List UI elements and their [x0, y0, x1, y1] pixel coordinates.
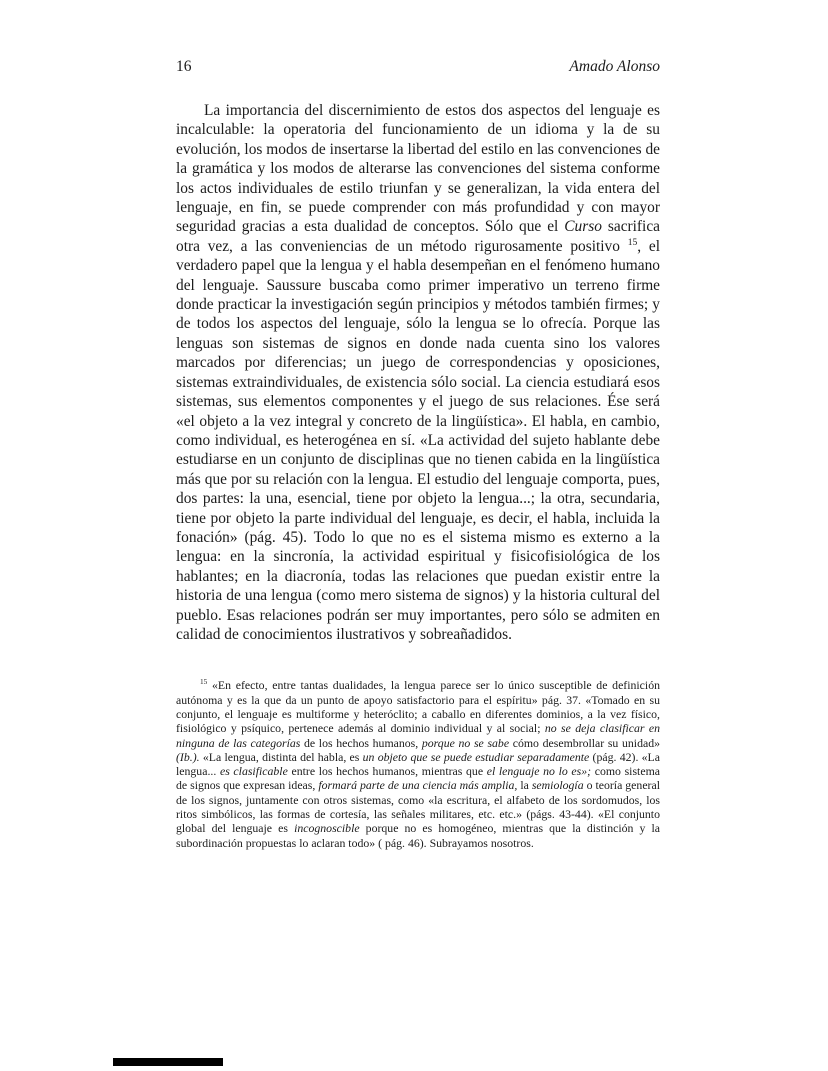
text-column: [176, 57, 660, 850]
footnote-paragraph: $^{15}$ «En efecto, entre tantas dualidades, la lengua parece ser lo único susceptible de definición autónoma y es la que da un punto de apoyo satisfactorio para el espíritu» pág. 37. «Tomado en su conjunto, el lenguaje es multiforme y heteróclito; a caballo en diferentes dominios, a la vez físico, fisiológico y psíquico, pertenece además al dominio individual y al social; no se deja clasificar en ninguna de las categorías de los hechos humanos, porque no se sabe cómo desembrollar su unidad» (Ib.). «La lengua, distinta del habla, es un objeto que se puede estudiar separadamente (pág. 42). «La lengua... es clasificable entre los hechos humanos, mientras que el lenguaje no lo es»; como sistema de signos que expresan ideas, formará parte de una ciencia más amplia, la semiología o teoría general de los signos, juntamente con otros sistemas, como «la escritura, el alfabeto de los sordomudos, los ritos simbólicos, las formas de cortesía, las señales militares, etc. etc.» (págs. 43-44). «El conjunto global del lenguaje es incognoscible porque no es homogéneo, mientras que la distinción y la subordinación propuestas lo aclaran todo» ( pág. 46). Subrayamos nosotros.: [176, 677, 660, 850]
page-header: [176, 57, 660, 76]
page-body: [176, 101, 660, 644]
scan-artifact: [113, 1058, 223, 1066]
page-number: 16: [176, 58, 192, 75]
running-head-author: Amado Alonso: [569, 58, 660, 75]
main-paragraph: La importancia del discernimiento de estos dos aspectos del lenguaje es incalculable: la operatoria del funcionamiento de un idioma y la de su evolución, los modos de insertarse la libertad del estilo en las convenciones de la gramática y los modos de alterarse las convenciones del sistema conforme los actos individuales de estilo triunfan y se generalizan, la vida entera del lenguaje, en fin, se puede comprender con más profundidad y con mayor seguridad gracias a esta dualidad de conceptos. Sólo que el Curso sacrifica otra vez, a las conveniencias de un método rigurosamente positivo $^{15}$, el verdadero papel que la lengua y el habla desempeñan en el fenómeno humano del lenguaje. Saussure buscaba como primer imperativo un terreno firme donde practicar la investigación según principios y métodos también firmes; y de todos los aspectos del lenguaje, sólo la lengua se lo ofrecía. Porque las lenguas son sistemas de signos en donde nada cuenta sino los valores marcados por diferencias; un juego de correspondencias y oposiciones, sistemas extraindividuales, de existencia sólo social. La ciencia estudiará esos sistemas, sus elementos componentes y el juego de sus relaciones. Ése será «el objeto a la vez integral y concreto de la lingüística». El habla, en cambio, como individual, es heterogénea en sí. «La actividad del sujeto hablante debe estudiarse en un conjunto de disciplinas que no tienen cabida en la lingüística más que por su relación con la lengua. El estudio del lenguaje comporta, pues, dos partes: la una, esencial, tiene por objeto la lengua...; la otra, secundaria, tiene por objeto la parte individual del lenguaje, es decir, el habla, incluida la fonación» (pág. 45). Todo lo que no es el sistema mismo es externo a la lengua: en la sincronía, la actividad espiritual y fisicofisiológica de los hablantes; en la diacronía, todas las relaciones que puedan existir entre la historia de una lengua (como mero sistema de signos) y la historia cultural del pueblo. Esas relaciones podrán ser muy importantes, pero sólo se admiten en calidad de conocimientos ilustrativos y sobreañadidos.: [176, 102, 660, 643]
footnote-block: [176, 678, 660, 850]
